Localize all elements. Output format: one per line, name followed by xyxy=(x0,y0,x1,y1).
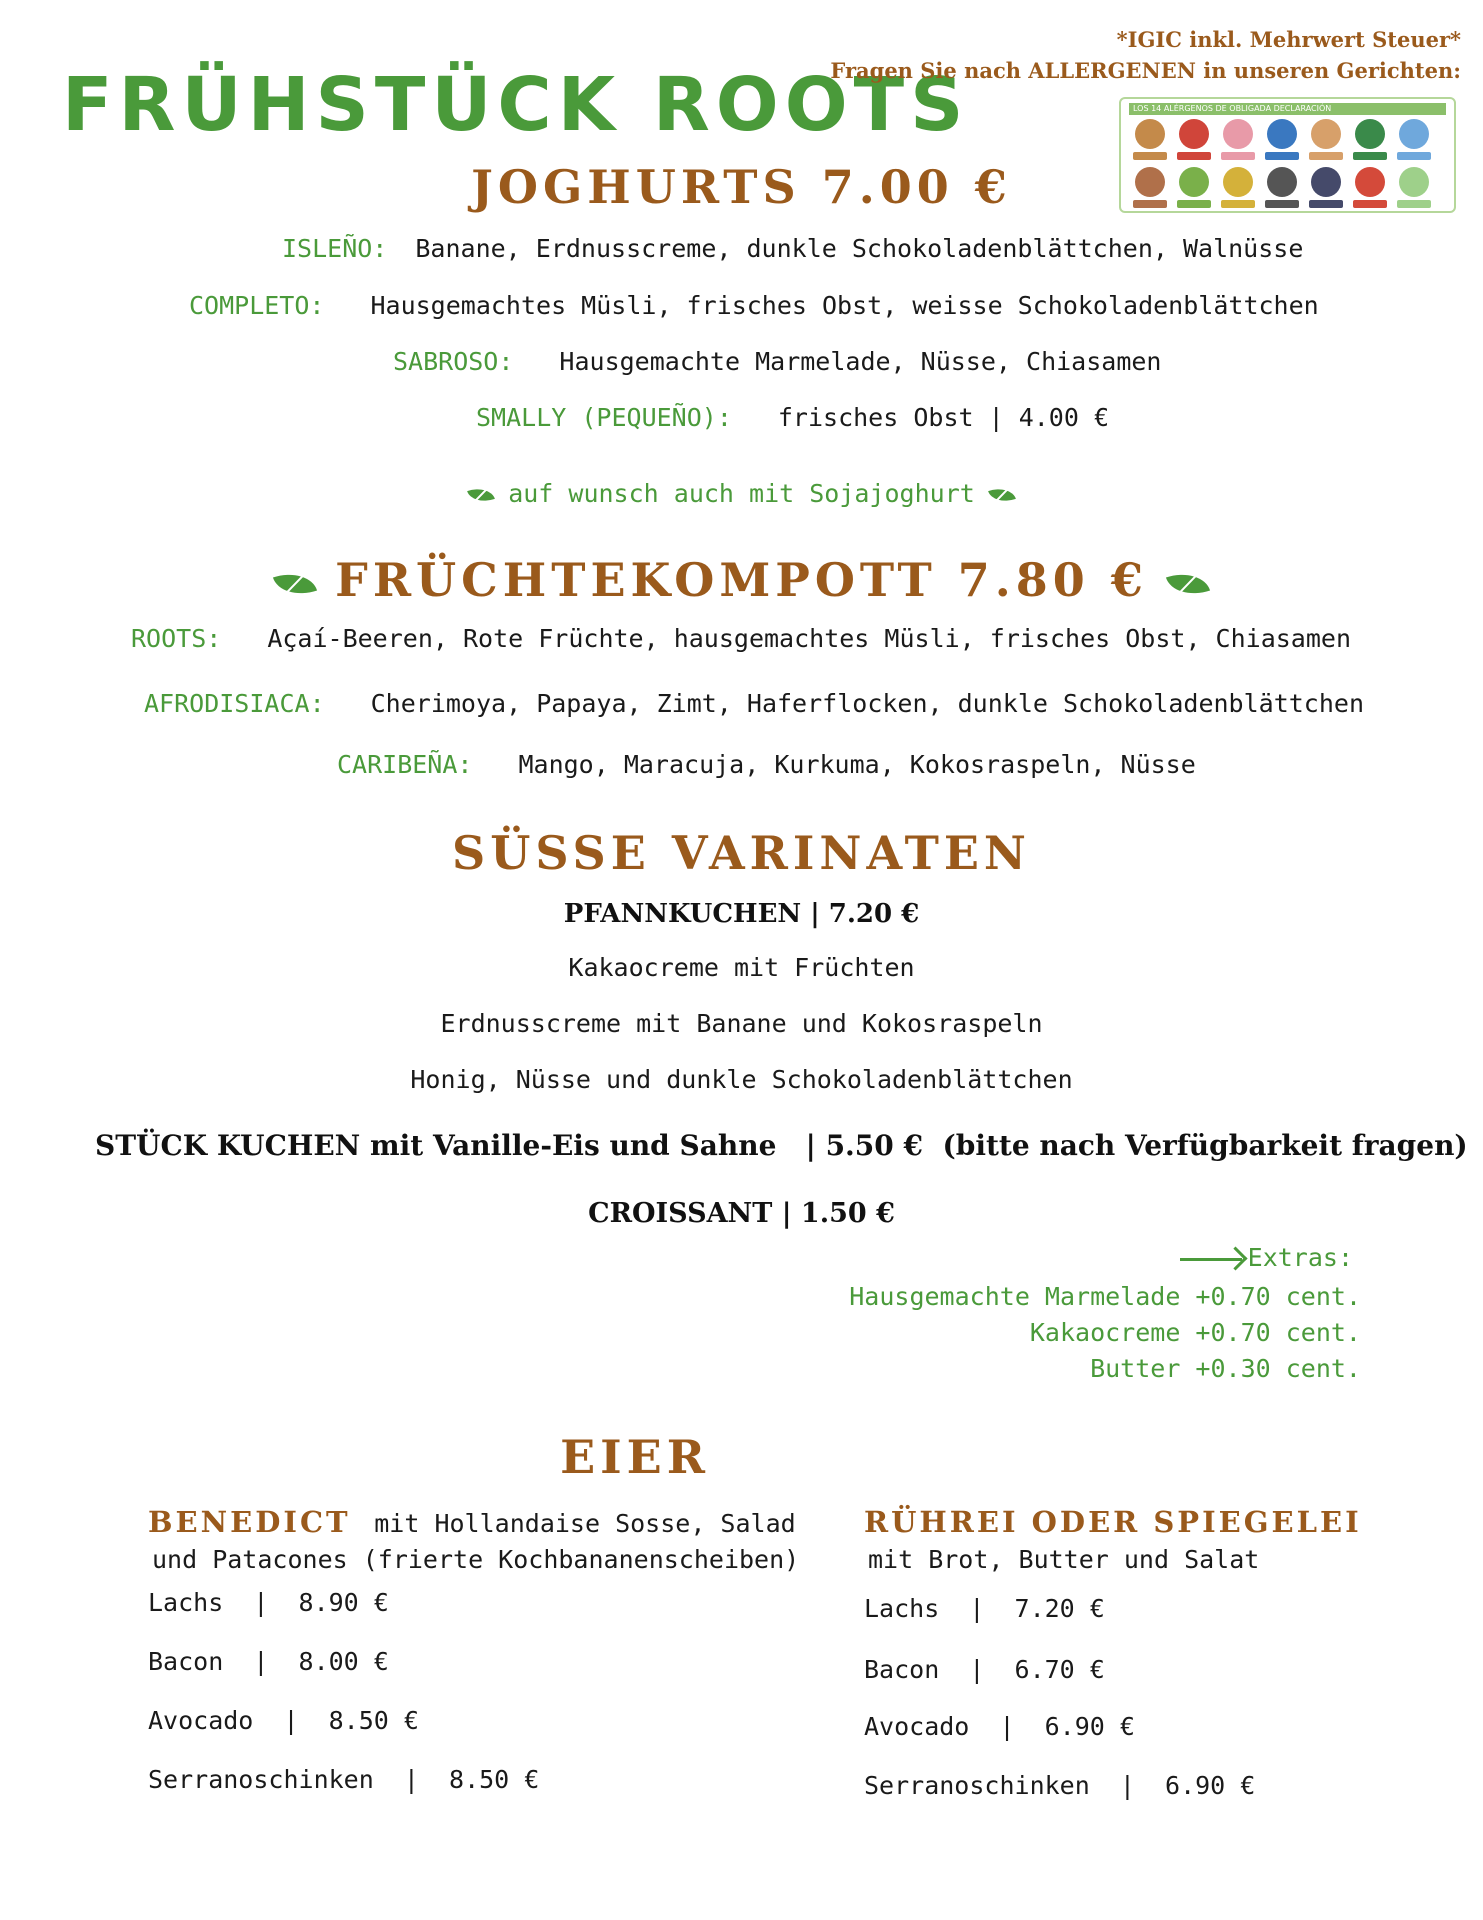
pfannkuchen-option: Honig, Nüsse und dunkle Schokoladenblättchen xyxy=(410,1065,1073,1094)
item-text: Mango, Maracuja, Kurkuma, Kokosraspeln, Nüsse xyxy=(518,750,1196,779)
allergen-circle xyxy=(1311,119,1341,149)
menu-title: FRÜHSTÜCK ROOTS xyxy=(62,62,970,148)
allergen-circle xyxy=(1223,119,1253,149)
menu-item-caribena xyxy=(337,752,1196,777)
suesse-heading: SÜSSE VARINATEN xyxy=(452,826,1031,880)
pfannkuchen-option: Kakaocreme mit Früchten xyxy=(568,953,915,982)
eggs-icon xyxy=(1221,119,1255,163)
leaf-icon xyxy=(273,566,317,602)
extras-title: Extras: xyxy=(1247,1243,1353,1272)
igic-note: *IGIC inkl. Mehrwert Steuer* xyxy=(1116,27,1461,52)
allergen-note: Fragen Sie nach ALLERGENEN in unseren Gerichten: xyxy=(830,58,1461,83)
allergen-label-bar xyxy=(1353,152,1387,160)
benedict-block xyxy=(148,1505,799,1794)
fish-icon xyxy=(1265,119,1299,163)
allergen-circle xyxy=(1135,119,1165,149)
allergen-label-bar xyxy=(1309,152,1343,160)
pfannkuchen-heading: PFANNKUCHEN | 7.20 € xyxy=(563,899,920,929)
benedict-option: Lachs | 8.90 € xyxy=(148,1588,389,1617)
eier-heading: EIER xyxy=(560,1430,710,1484)
benedict-title: BENEDICT xyxy=(148,1505,351,1539)
item-text: Banane, Erdnusscreme, dunkle Schokoladenblättchen, Walnüsse xyxy=(415,234,1304,263)
benedict-option: Serranoschinken | 8.50 € xyxy=(148,1765,540,1794)
pfannkuchen-option: Erdnusscreme mit Banane und Kokosraspeln xyxy=(440,1009,1043,1038)
allergen-label-bar xyxy=(1221,152,1255,160)
item-label: ISLEÑO: xyxy=(282,234,388,263)
crustaceans-icon xyxy=(1177,119,1211,163)
item-label: AFRODISIACA: xyxy=(144,689,325,718)
benedict-desc-2: und Patacones (frierte Kochbananenscheiben) xyxy=(152,1545,800,1574)
menu-item-isleno xyxy=(282,236,1303,261)
ruehrei-option: Lachs | 7.20 € xyxy=(864,1594,1105,1623)
extras-list xyxy=(849,1279,1361,1387)
kuchen-line: STÜCK KUCHEN mit Vanille-Eis und Sahne | 5.50 € (bitte nach Verfügbarkeit fragen) xyxy=(95,1129,1468,1162)
allergen-label-bar xyxy=(1265,152,1299,160)
menu-item-sabroso xyxy=(393,349,1161,374)
item-label: CARIBEÑA: xyxy=(337,750,473,779)
soja-note-text: auf wunsch auch mit Sojajoghurt xyxy=(508,479,975,508)
item-label: ROOTS: xyxy=(131,624,222,653)
allergen-chart-title: LOS 14 ALÉRGENOS DE OBLIGADA DECLARACIÓN xyxy=(1129,103,1446,115)
benedict-option: Bacon | 8.00 € xyxy=(148,1647,389,1676)
menu-item-roots xyxy=(131,626,1351,651)
peanuts-icon xyxy=(1309,119,1343,163)
arrow-right-icon xyxy=(1180,1258,1242,1261)
kompott-heading xyxy=(0,553,1483,607)
extra-item: Kakaocreme +0.70 cent. xyxy=(1029,1318,1361,1347)
gluten-icon xyxy=(1133,119,1167,163)
allergen-circle xyxy=(1399,119,1429,149)
ruehrei-option: Serranoschinken | 6.90 € xyxy=(864,1771,1256,1800)
item-text: frisches Obst | 4.00 € xyxy=(777,403,1110,432)
item-text: Hausgemachtes Müsli, frisches Obst, weisse Schokoladenblättchen xyxy=(370,291,1319,320)
menu-item-smally xyxy=(476,405,1109,430)
tax-and-allergen-note xyxy=(830,24,1461,86)
benedict-option: Avocado | 8.50 € xyxy=(148,1706,419,1735)
leaf-icon xyxy=(988,484,1016,507)
item-text: Hausgemachte Marmelade, Nüsse, Chiasamen xyxy=(559,347,1162,376)
ruehrei-option: Avocado | 6.90 € xyxy=(864,1712,1135,1741)
joghurts-heading: JOGHURTS 7.00 € xyxy=(471,160,1012,214)
allergen-circle xyxy=(1179,119,1209,149)
benedict-desc: mit Hollandaise Sosse, Salad xyxy=(374,1509,796,1538)
allergen-label-bar xyxy=(1397,152,1431,160)
extras-title-line xyxy=(1180,1240,1353,1276)
ruehrei-block xyxy=(864,1505,1362,1800)
ruehrei-desc: mit Brot, Butter und Salat xyxy=(868,1545,1260,1574)
allergen-label-bar xyxy=(1177,152,1211,160)
extra-item: Butter +0.30 cent. xyxy=(1090,1354,1361,1383)
item-text: Açaí-Beeren, Rote Früchte, hausgemachtes Müsli, frisches Obst, Chiasamen xyxy=(267,624,1352,653)
item-label: SABROSO: xyxy=(393,347,514,376)
soja-note xyxy=(0,481,1483,506)
milk-icon xyxy=(1397,119,1431,163)
croissant-line: CROISSANT | 1.50 € xyxy=(588,1198,895,1229)
leaf-icon xyxy=(467,484,495,507)
leaf-icon xyxy=(1166,566,1210,602)
benedict-title-line xyxy=(148,1505,799,1539)
soy-icon xyxy=(1353,119,1387,163)
ruehrei-option: Bacon | 6.70 € xyxy=(864,1655,1105,1684)
item-label: COMPLETO: xyxy=(189,291,325,320)
menu-item-afrodisiaca xyxy=(144,691,1364,716)
allergen-label-bar xyxy=(1133,152,1167,160)
item-label: SMALLY (PEQUEÑO): xyxy=(476,403,732,432)
menu-item-completo xyxy=(189,293,1319,318)
allergen-circle xyxy=(1355,119,1385,149)
ruehrei-title: RÜHREI ODER SPIEGELEI xyxy=(864,1505,1362,1539)
allergen-circle xyxy=(1267,119,1297,149)
extra-item: Hausgemachte Marmelade +0.70 cent. xyxy=(849,1282,1361,1311)
kompott-heading-text: FRÜCHTEKOMPOTT 7.80 € xyxy=(335,553,1148,607)
item-text: Cherimoya, Papaya, Zimt, Haferflocken, dunkle Schokoladenblättchen xyxy=(370,689,1365,718)
